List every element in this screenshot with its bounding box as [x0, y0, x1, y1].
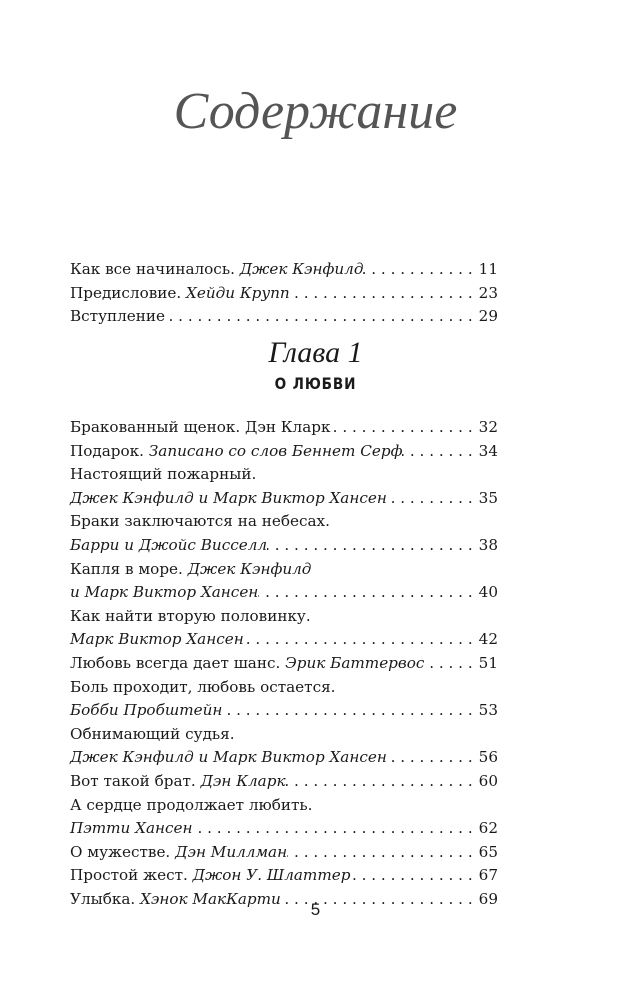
- toc-entry-line: [70, 817, 498, 841]
- entry-title: Любовь всегда дает шанс.: [70, 653, 286, 672]
- entry-page-number: 23: [478, 283, 498, 302]
- toc-entry-line: [70, 864, 498, 888]
- entry-text: [70, 510, 330, 534]
- toc-entry: [70, 864, 498, 888]
- toc-entry-line: [70, 841, 498, 865]
- entry-page-number: 11: [478, 260, 498, 278]
- entry-text: [70, 258, 363, 282]
- entry-page-number: 40: [478, 583, 498, 602]
- entry-page-number: 32: [478, 418, 498, 436]
- entry-author: Хейди Крупп: [186, 283, 290, 302]
- entry-text: [70, 628, 244, 652]
- toc-entry: [70, 305, 498, 329]
- toc-entry: [70, 794, 498, 841]
- entry-title: Обнимающий судья.: [70, 724, 235, 743]
- entry-title: Улыбка.: [70, 889, 141, 908]
- entry-author: Джек Кэнфилд и Марк Виктор Хансен: [70, 748, 387, 767]
- entry-page-number: 60: [478, 771, 498, 790]
- entry-text: [70, 652, 424, 676]
- toc-entry-line: [70, 305, 498, 329]
- dot-leader: [387, 746, 473, 770]
- entry-title: Вступление: [70, 307, 165, 326]
- dot-leader: [193, 817, 473, 841]
- entry-author: Пэтти Хансен: [70, 819, 193, 838]
- entry-author: Джон У. Шлаттер: [192, 866, 351, 885]
- toc-entry-line: [70, 794, 498, 818]
- toc-entry: [70, 652, 498, 676]
- entry-text: [70, 699, 222, 723]
- entry-text: [70, 463, 256, 487]
- dot-leader: [402, 440, 472, 464]
- dot-leader: [287, 841, 473, 865]
- entry-author: Марк Виктор Хансен: [70, 630, 244, 649]
- toc-entry-line: [70, 510, 498, 534]
- toc-entry-line: [70, 487, 498, 511]
- entry-author: Барри и Джойс Висселл: [70, 535, 268, 554]
- entry-author: Джек Кэнфилд и Марк Виктор Хансен: [70, 488, 387, 507]
- entry-text: [70, 794, 313, 818]
- entry-author: Джек Кэнфилд: [187, 559, 312, 578]
- toc-intro-list: [70, 258, 498, 329]
- dot-leader: [424, 652, 472, 676]
- toc-entry-line: [70, 258, 498, 282]
- dot-leader: [330, 416, 472, 440]
- toc-entry-line: [70, 440, 498, 464]
- entry-text: [70, 817, 193, 841]
- entry-text: [70, 534, 267, 558]
- toc-entry-line: [70, 282, 498, 306]
- toc-entry-line: [70, 463, 498, 487]
- dot-leader: [350, 864, 472, 888]
- entry-text: [70, 605, 311, 629]
- entry-page-number: 38: [478, 535, 498, 554]
- dot-leader: [290, 282, 473, 306]
- entry-text: [70, 864, 350, 888]
- dot-leader: [387, 487, 473, 511]
- entry-author: Записано со слов Беннет Серф: [148, 441, 403, 460]
- toc-entry: [70, 723, 498, 770]
- entry-page-number: 69: [478, 889, 498, 908]
- entry-text: [70, 558, 311, 582]
- toc-chapter-list: [70, 416, 498, 911]
- entry-page-number: 62: [478, 819, 498, 838]
- entry-author: Джек Кэнфилд: [239, 260, 364, 278]
- entry-author: Бобби Пробштейн: [70, 701, 223, 720]
- entry-page-number: 56: [478, 748, 498, 767]
- dot-leader: [286, 770, 473, 794]
- entry-title: Подарок.: [70, 441, 149, 460]
- entry-page-number: 34: [478, 441, 498, 460]
- entry-page-number: 51: [478, 653, 498, 672]
- page-number: 5: [310, 900, 321, 919]
- toc-entry: [70, 605, 498, 652]
- entry-title: Предисловие.: [70, 283, 187, 302]
- entry-page-number: 42: [478, 630, 498, 649]
- toc-entry: [70, 440, 498, 464]
- toc-entry: [70, 770, 498, 794]
- entry-page-number: 53: [478, 701, 498, 720]
- toc-entry: [70, 558, 498, 605]
- toc-entry-line: [70, 699, 498, 723]
- toc-entry-line: [70, 605, 498, 629]
- toc-entry-line: [70, 558, 498, 582]
- entry-title: О мужестве.: [70, 842, 176, 861]
- entry-page-number: 65: [478, 842, 498, 861]
- toc-entry-line: [70, 581, 498, 605]
- entry-page-number: 35: [478, 488, 498, 507]
- page-title: Содержание: [173, 83, 458, 140]
- toc-entry: [70, 841, 498, 865]
- entry-title: Как найти вторую половинку.: [70, 606, 311, 625]
- toc-entry: [70, 676, 498, 723]
- dot-leader: [222, 699, 472, 723]
- entry-author: Дэн Кларк: [200, 771, 286, 790]
- entry-title: Браки заключаются на небесах.: [70, 512, 330, 531]
- entry-title: А сердце продолжает любить.: [70, 795, 313, 814]
- entry-author: Дэн Миллман: [175, 842, 288, 861]
- toc-entry-line: [70, 628, 498, 652]
- entry-title: Капля в море.: [70, 559, 188, 578]
- entry-author: и Марк Виктор Хансен: [70, 583, 259, 602]
- entry-text: [70, 416, 330, 440]
- toc-entry-line: [70, 746, 498, 770]
- entry-title: Простой жест.: [70, 866, 193, 885]
- toc-entry-line: [70, 770, 498, 794]
- entry-text: [70, 841, 287, 865]
- toc-entry: [70, 463, 498, 510]
- entry-text: [70, 487, 387, 511]
- toc-entry-line: [70, 676, 498, 700]
- chapter-label: Глава 1: [268, 336, 363, 369]
- toc-entry: [70, 416, 498, 440]
- entry-text: [70, 676, 336, 700]
- entry-title: Боль проходит, любовь остается.: [70, 677, 336, 696]
- entry-title: Бракованный щенок. Дэн Кларк: [70, 418, 331, 436]
- dot-leader: [267, 534, 473, 558]
- entry-title: Вот такой брат.: [70, 771, 201, 790]
- toc-entry: [70, 282, 498, 306]
- toc-entry-line: [70, 723, 498, 747]
- entry-author: Эрик Баттервос: [285, 653, 425, 672]
- entry-text: [70, 581, 258, 605]
- toc-entry: [70, 258, 498, 282]
- entry-title: Как все начиналось.: [70, 260, 240, 278]
- toc-entry-line: [70, 652, 498, 676]
- dot-leader: [244, 628, 473, 652]
- dot-leader: [363, 258, 472, 282]
- toc-entry-line: [70, 416, 498, 440]
- entry-text: [70, 746, 387, 770]
- toc-entry-line: [70, 534, 498, 558]
- entry-title: Настоящий пожарный.: [70, 465, 257, 484]
- entry-text: [70, 305, 165, 329]
- dot-leader: [165, 305, 473, 329]
- entry-page-number: 29: [478, 307, 498, 326]
- entry-text: [70, 723, 235, 747]
- dot-leader: [258, 581, 472, 605]
- chapter-name: О ЛЮБВИ: [274, 374, 357, 393]
- entry-author: Хэнок МакКарти: [140, 889, 281, 908]
- entry-page-number: 67: [478, 866, 498, 885]
- toc-entry: [70, 510, 498, 557]
- entry-text: [70, 440, 402, 464]
- entry-text: [70, 770, 286, 794]
- entry-text: [70, 282, 290, 306]
